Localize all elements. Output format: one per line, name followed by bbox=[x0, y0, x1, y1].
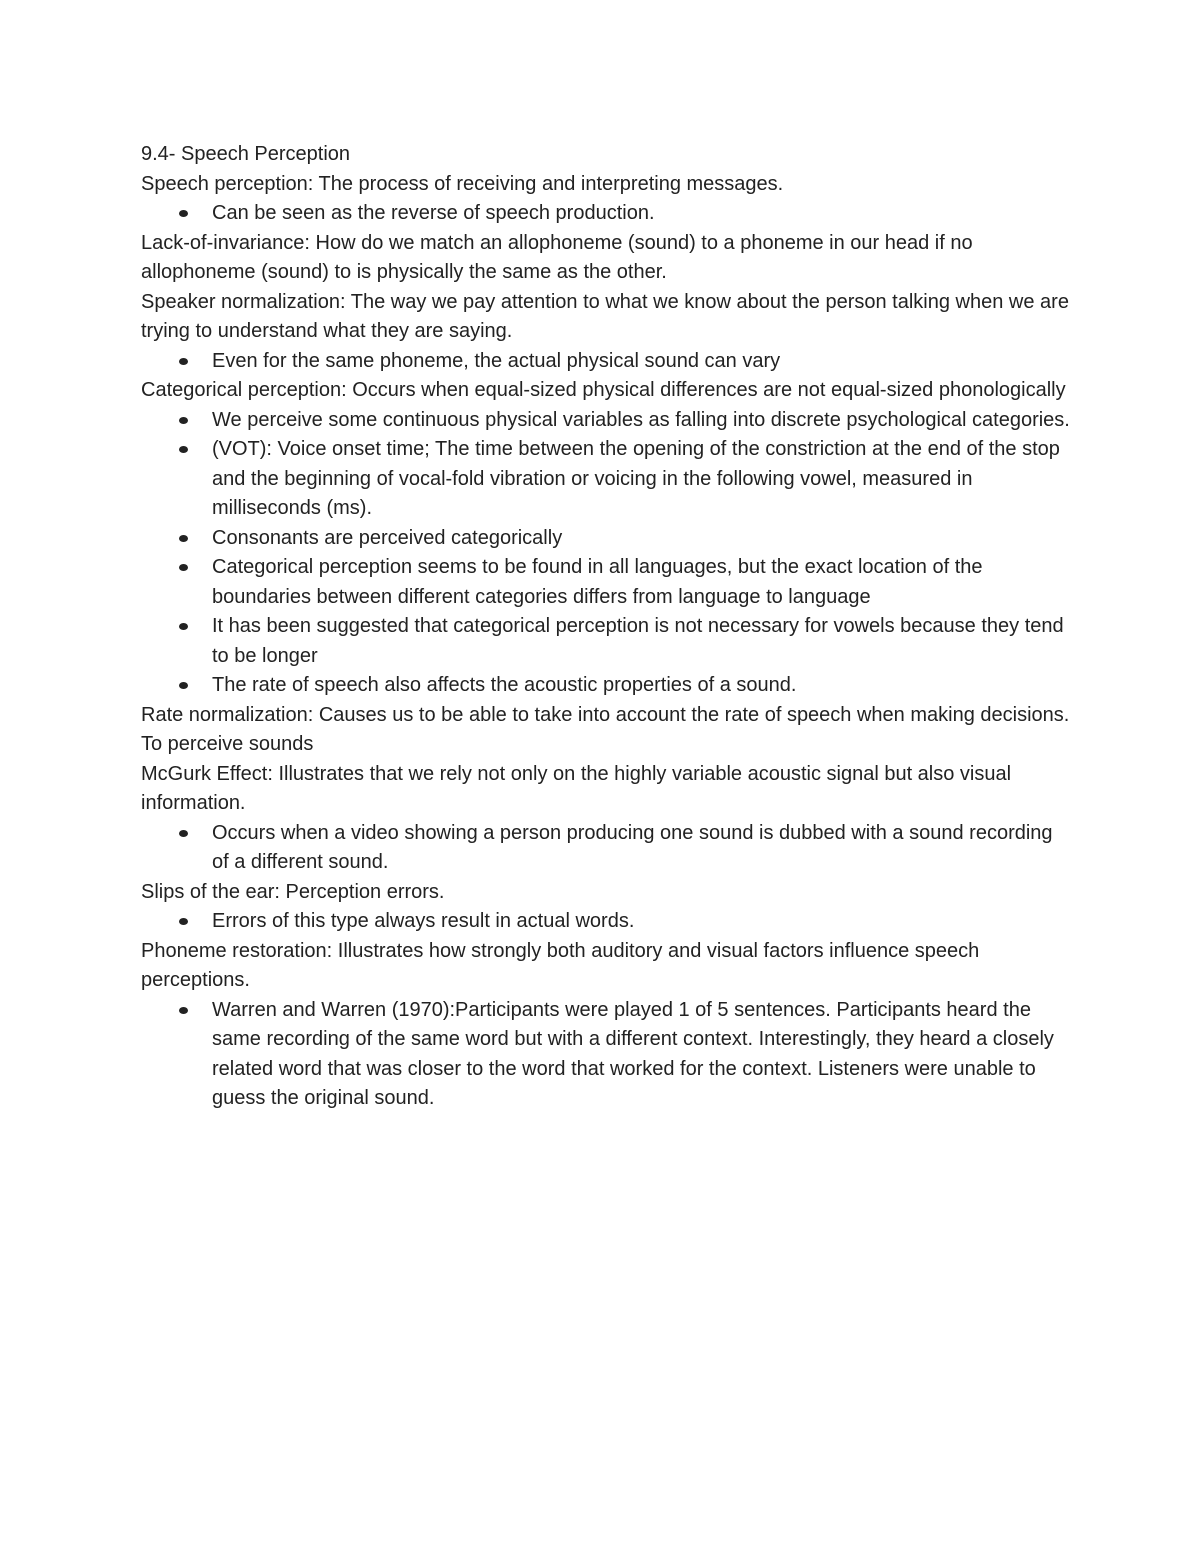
bullet-list bbox=[141, 406, 1071, 701]
paragraph: Phoneme restoration: Illustrates how strongly both auditory and visual factors influence speech perceptions. bbox=[141, 939, 980, 991]
bullet-icon bbox=[179, 918, 188, 925]
bullet-icon bbox=[179, 830, 188, 837]
bullet-icon bbox=[179, 358, 188, 365]
list-item-text: Can be seen as the reverse of speech production. bbox=[212, 202, 655, 224]
list-item-text: Categorical perception seems to be found in all languages, but the exact location of the boundaries between different categories differs from language to language bbox=[212, 556, 983, 608]
bullet-icon bbox=[179, 210, 188, 217]
paragraph: Lack-of-invariance: How do we match an allophoneme (sound) to a phoneme in our head if no allophoneme (sound) to is physically the same as the other. bbox=[141, 231, 973, 283]
list-item-text: We perceive some continuous physical variables as falling into discrete psychological categories. bbox=[212, 408, 1070, 431]
list-item bbox=[141, 347, 1071, 377]
paragraph: Rate normalization: Causes us to be able to take into account the rate of speech when making decisions. To perceive sounds bbox=[141, 703, 1070, 755]
bullet-list bbox=[141, 907, 1071, 937]
page-title: 9.4- Speech Perception bbox=[141, 143, 351, 165]
bullet-list bbox=[141, 347, 1071, 377]
list-item bbox=[141, 524, 1071, 554]
bullet-icon bbox=[179, 564, 188, 571]
paragraph: McGurk Effect: Illustrates that we rely not only on the highly variable acoustic signal but also visual information. bbox=[141, 762, 1012, 814]
paragraph: Slips of the ear: Perception errors. bbox=[141, 880, 445, 903]
list-item bbox=[141, 612, 1071, 671]
bullet-list bbox=[141, 199, 1071, 229]
list-item-text: (VOT): Voice onset time; The time between the opening of the constriction at the end of the stop and the beginning of vocal-fold vibration or voicing in the following vowel, measured in milliseconds (ms). bbox=[212, 438, 1060, 519]
list-item bbox=[141, 996, 1071, 1114]
list-item-text: Warren and Warren (1970):Participants were played 1 of 5 sentences. Participants heard the same recording of the same word but with a different context. Interestingly, they heard a closely related word that was closer to the word that worked for the context. Listeners were unable to guess the original sound. bbox=[212, 998, 1054, 1109]
bullet-icon bbox=[179, 1007, 188, 1014]
paragraph: Categorical perception: Occurs when equal-sized physical differences are not equal-sized phonologically bbox=[141, 379, 1066, 401]
document-page bbox=[141, 140, 1071, 1114]
bullet-icon bbox=[179, 446, 188, 453]
list-item bbox=[141, 671, 1071, 701]
list-item-text: Consonants are perceived categorically bbox=[212, 526, 563, 549]
list-item bbox=[141, 199, 1071, 229]
document-body bbox=[141, 170, 1071, 1114]
bullet-list bbox=[141, 996, 1071, 1114]
paragraph: Speaker normalization: The way we pay attention to what we know about the person talking when we are trying to understand what they are saying. bbox=[141, 290, 1069, 342]
list-item bbox=[141, 907, 1071, 937]
bullet-icon bbox=[179, 682, 188, 689]
list-item-text: It has been suggested that categorical perception is not necessary for vowels because they tend to be longer bbox=[212, 615, 1064, 667]
bullet-icon bbox=[179, 535, 188, 542]
list-item bbox=[141, 435, 1071, 524]
list-item bbox=[141, 406, 1071, 436]
bullet-icon bbox=[179, 417, 188, 424]
list-item-text: Occurs when a video showing a person producing one sound is dubbed with a sound recording of a different sound. bbox=[212, 821, 1053, 873]
list-item-text: The rate of speech also affects the acoustic properties of a sound. bbox=[212, 674, 797, 696]
bullet-list bbox=[141, 819, 1071, 878]
list-item-text: Even for the same phoneme, the actual physical sound can vary bbox=[212, 349, 781, 372]
list-item bbox=[141, 819, 1071, 878]
paragraph: Speech perception: The process of receiving and interpreting messages. bbox=[141, 172, 784, 195]
list-item-text: Errors of this type always result in actual words. bbox=[212, 910, 635, 932]
bullet-icon bbox=[179, 623, 188, 630]
list-item bbox=[141, 553, 1071, 612]
